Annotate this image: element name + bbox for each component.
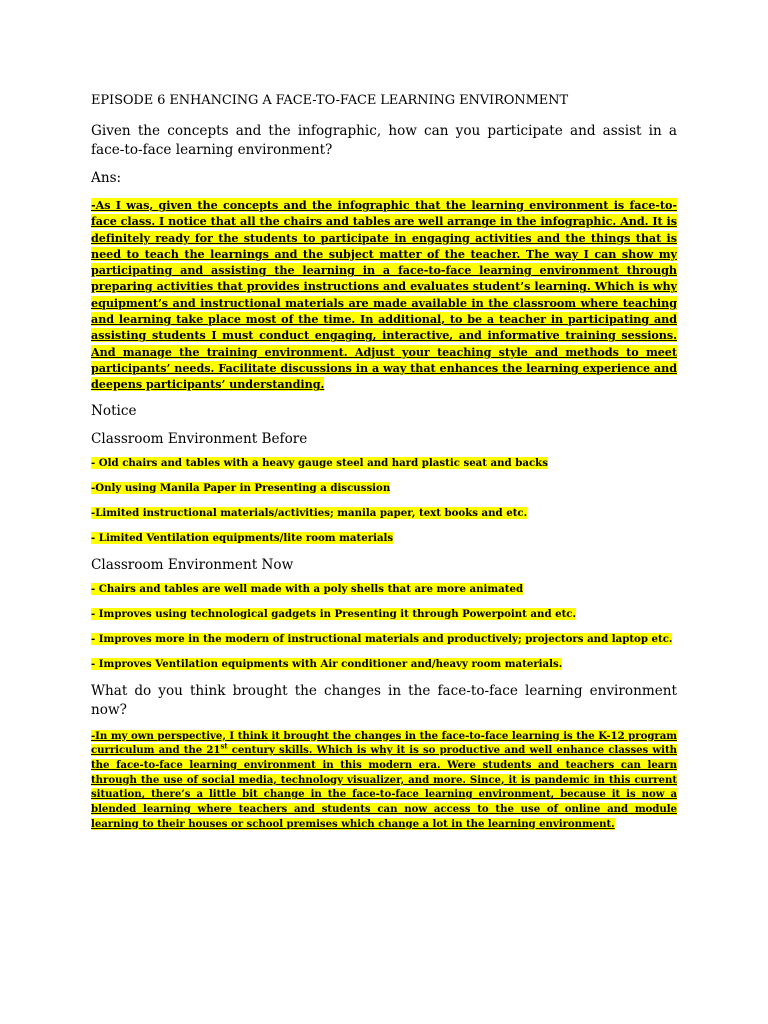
before-heading: Classroom Environment Before bbox=[91, 430, 308, 447]
answer-2 bbox=[91, 729, 677, 832]
question-2: What do you think brought the changes in the face-to-face learning environment now? bbox=[91, 682, 677, 718]
now-item: - Improves using technological gadgets in Presenting it through Powerpoint and etc. bbox=[91, 607, 577, 620]
answer-1-text: -As I was, given the concepts and the infographic that the learning environment is face-to-face class. I notice that all the chairs and tables are well arrange in the infographic. And. It is definitely ready for the students to participate in engaging activities and the things that is need to teach the learnings and the subject matter of the teacher. The way I can show my participating and assisting the learning in a face-to-face learning environment through preparing activities that provides instructions and evaluates student’s learning. Which is why equipment’s and instructional materials are made available in the classroom where teaching and learning take place most of the time. In additional, to be a teacher in participating and assisting students I must conduct engaging, interactive, and informative training sessions. And manage the training environment. Adjust your teaching style and methods to meet participants’ needs. Facilitate discussions in a way that enhances the learning experience and deepens participants’ understanding. bbox=[91, 198, 677, 392]
notice-label: Notice bbox=[91, 402, 137, 419]
before-item: - Old chairs and tables with a heavy gauge steel and hard plastic seat and backs bbox=[91, 456, 548, 469]
now-item: - Chairs and tables are well made with a poly shells that are more animated bbox=[91, 582, 524, 595]
question-1: Given the concepts and the infographic, how can you participate and assist in a face-to-face learning environment? bbox=[91, 123, 677, 158]
before-item: -Limited instructional materials/activities; manila paper, text books and etc. bbox=[91, 506, 528, 519]
now-item: - Improves more in the modern of instructional materials and productively; projectors and laptop etc. bbox=[91, 632, 673, 645]
before-item: - Limited Ventilation equipments/lite room materials bbox=[91, 531, 394, 544]
answer-1 bbox=[91, 197, 677, 393]
before-item: -Only using Manila Paper in Presenting a discussion bbox=[91, 481, 391, 494]
answer-2-text: -In my own perspective, I think it brought the changes in the face-to-face learning is the K-12 program curriculum and the 21st century skills. Which is why it is so productive and well enhance classes with the face-to-face learning environment in this modern era. Were students and teachers can learn through the use of social media, technology visualizer, and more. Since, it is pandemic in this current situation, there’s a little bit change in the face-to-face learning environment, because it is now a blended learning where teachers and students can now access to the use of online and module learning to their houses or school premises which change a lot in the learning environment. bbox=[91, 729, 677, 830]
answer-label: Ans: bbox=[91, 170, 122, 186]
document-title: EPISODE 6 ENHANCING A FACE-TO-FACE LEARNING ENVIRONMENT bbox=[91, 93, 569, 108]
now-item: - Improves Ventilation equipments with Air conditioner and/heavy room materials. bbox=[91, 657, 563, 670]
now-heading: Classroom Environment Now bbox=[91, 556, 294, 573]
